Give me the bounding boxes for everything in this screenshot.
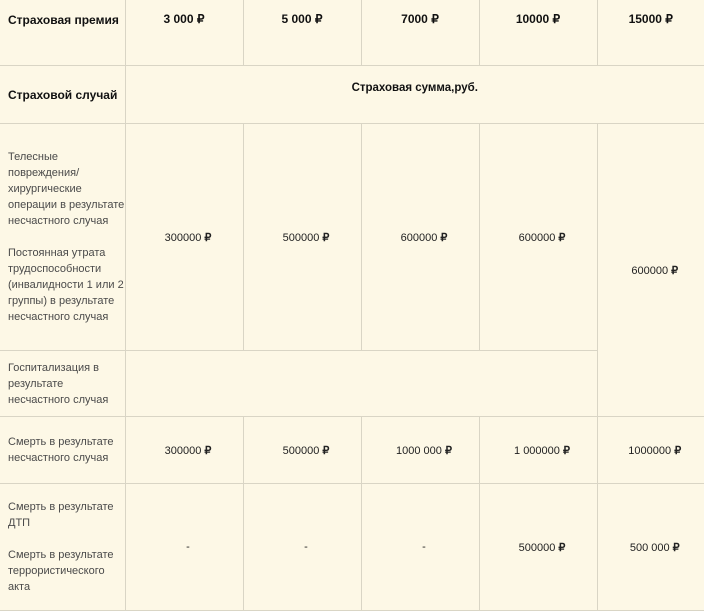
injury-value-3000: 300000 ₽ (125, 124, 243, 351)
death-road-value-10000: 500000 ₽ (479, 484, 597, 611)
premium-3000: 3 000 ₽ (125, 0, 243, 66)
injury-value-7000: 600000 ₽ (361, 124, 479, 351)
death-accident-value-5000: 500000 ₽ (243, 417, 361, 484)
hospital-label: Госпитализация в результате несчастного случая (0, 351, 125, 417)
injury-label-b: Постоянная утрата трудоспособности (инвалидности 1 или 2 группы) в результате несчастного случая (8, 247, 124, 323)
death-accident-value-3000: 300000 ₽ (125, 417, 243, 484)
death-road-value-3000: - (125, 484, 243, 611)
death-road-value-15000: 500 000 ₽ (597, 484, 704, 611)
case-label: Страховой случай (0, 66, 125, 124)
injury-hospital-value-15000: 600000 ₽ (597, 124, 704, 417)
death-accident-value-10000: 1 000000 ₽ (479, 417, 597, 484)
injury-value-5000: 500000 ₽ (243, 124, 361, 351)
case-header-row (0, 66, 704, 124)
death-road-value-5000: - (243, 484, 361, 611)
injury-row (0, 124, 704, 351)
death-accident-label: Смерть в результате несчастного случая (0, 417, 125, 484)
injury-label (0, 124, 125, 351)
premium-15000: 15000 ₽ (597, 0, 704, 66)
death-road-value-7000: - (361, 484, 479, 611)
premium-10000: 10000 ₽ (479, 0, 597, 66)
premium-row (0, 0, 704, 66)
death-road-label (0, 484, 125, 611)
death-terror-label: Смерть в результате террористического акта (8, 549, 114, 593)
premium-label: Страховая премия (0, 0, 125, 66)
death-accident-row (0, 417, 704, 484)
death-accident-value-15000: 1000000 ₽ (597, 417, 704, 484)
premium-7000: 7000 ₽ (361, 0, 479, 66)
injury-value-10000: 600000 ₽ (479, 124, 597, 351)
death-road-row (0, 484, 704, 611)
death-road-label-a: Смерть в результате ДТП (8, 501, 114, 529)
hospital-empty (125, 351, 597, 417)
sum-label: Страховая сумма,руб. (125, 66, 704, 124)
injury-label-a: Телесные повреждения/ хирургические операции в результате несчастного случая (8, 151, 125, 227)
death-accident-value-7000: 1000 000 ₽ (361, 417, 479, 484)
premium-5000: 5 000 ₽ (243, 0, 361, 66)
